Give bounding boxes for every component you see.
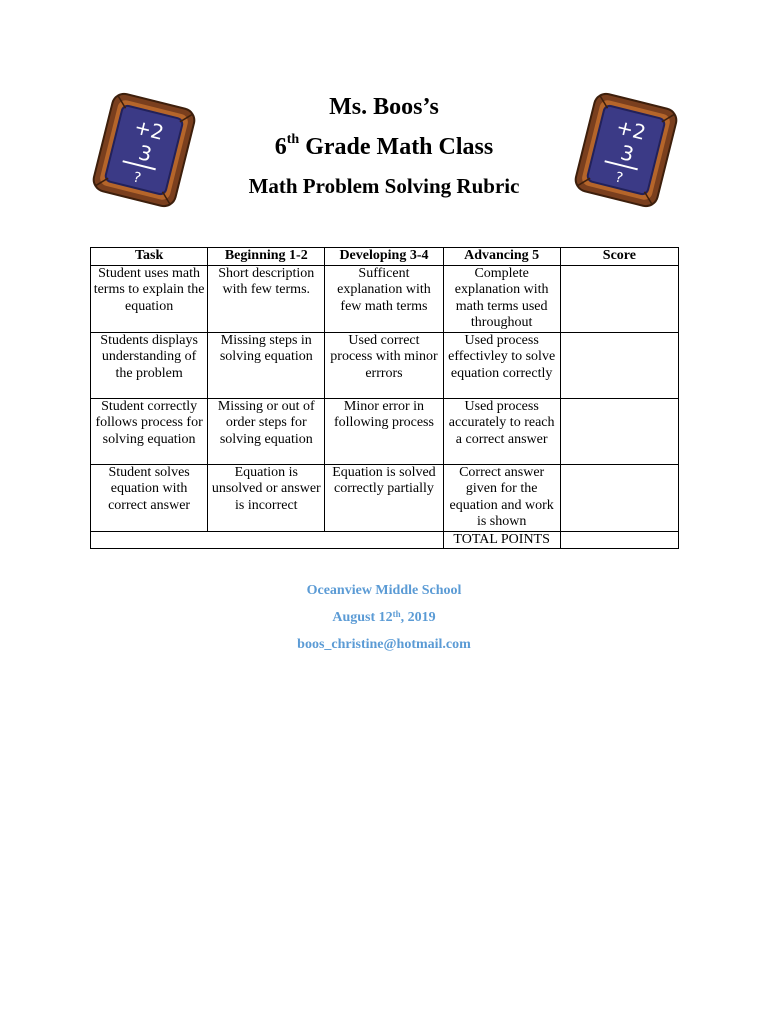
contact-email: boos_christine@hotmail.com bbox=[297, 637, 471, 652]
developing-cell: Used correct process with minor errrors bbox=[325, 332, 443, 398]
score-cell bbox=[560, 398, 678, 464]
column-header-task: Task bbox=[91, 248, 208, 266]
column-header-advancing: Advancing 5 bbox=[443, 248, 560, 266]
table-row bbox=[91, 332, 679, 398]
table-row bbox=[91, 265, 679, 332]
column-header-developing: Developing 3-4 bbox=[325, 248, 443, 266]
svg-text:3: 3 bbox=[136, 140, 155, 167]
class-name: Grade Math Class bbox=[299, 134, 494, 160]
beginning-cell: Missing or out of order steps for solving equation bbox=[208, 398, 325, 464]
score-cell bbox=[560, 464, 678, 531]
advancing-cell: Complete explanation with math terms used throughout bbox=[443, 265, 560, 332]
advancing-cell: Used process accurately to reach a correct answer bbox=[443, 398, 560, 464]
svg-text:+2: +2 bbox=[131, 114, 167, 145]
total-row bbox=[91, 531, 679, 549]
developing-cell: Minor error in following process bbox=[325, 398, 443, 464]
advancing-cell: Correct answer given for the equation and work is shown bbox=[443, 464, 560, 531]
date-day: August 12 bbox=[332, 610, 393, 625]
document-date bbox=[0, 610, 768, 626]
svg-text:?: ? bbox=[131, 169, 143, 187]
svg-text:?: ? bbox=[613, 169, 625, 187]
score-cell bbox=[560, 332, 678, 398]
beginning-cell: Equation is unsolved or answer is incorrect bbox=[208, 464, 325, 531]
school-name: Oceanview Middle School bbox=[306, 583, 462, 598]
total-spacer-cell bbox=[91, 531, 444, 549]
developing-cell: Sufficent explanation with few math terms bbox=[325, 265, 443, 332]
svg-text:3: 3 bbox=[618, 140, 637, 167]
svg-text:+2: +2 bbox=[613, 114, 649, 145]
table-row bbox=[91, 464, 679, 531]
grade-ordinal: th bbox=[286, 132, 300, 147]
task-cell: Student correctly follows process for solving equation bbox=[91, 398, 208, 464]
table-row bbox=[91, 398, 679, 464]
grade-number: 6 bbox=[274, 134, 287, 160]
task-cell: Student uses math terms to explain the equation bbox=[91, 265, 208, 332]
beginning-cell: Short description with few terms. bbox=[208, 265, 325, 332]
date-ordinal: th bbox=[392, 609, 401, 619]
table-header-row bbox=[91, 248, 679, 266]
date-year: , 2019 bbox=[400, 610, 436, 625]
rubric-table bbox=[90, 247, 679, 549]
column-header-beginning: Beginning 1-2 bbox=[208, 248, 325, 266]
page-subtitle-rubric: Math Problem Solving Rubric bbox=[248, 174, 520, 198]
total-points-label: TOTAL POINTS bbox=[443, 531, 560, 549]
page-title-class bbox=[0, 134, 768, 161]
column-header-score: Score bbox=[560, 248, 678, 266]
advancing-cell: Used process effectivley to solve equation correctly bbox=[443, 332, 560, 398]
task-cell: Student solves equation with correct answer bbox=[91, 464, 208, 531]
score-cell bbox=[560, 265, 678, 332]
total-score-cell bbox=[560, 531, 678, 549]
task-cell: Students displays understanding of the problem bbox=[91, 332, 208, 398]
developing-cell: Equation is solved correctly partially bbox=[325, 464, 443, 531]
beginning-cell: Missing steps in solving equation bbox=[208, 332, 325, 398]
page-title-teacher: Ms. Boos’s bbox=[329, 94, 439, 120]
